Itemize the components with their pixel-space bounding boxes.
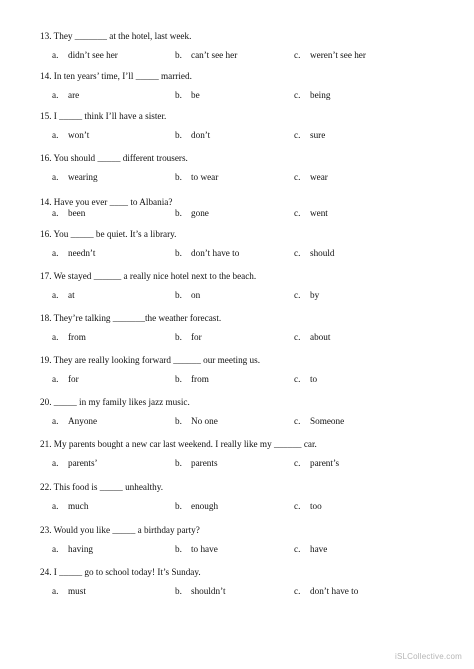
option-letter: c. — [294, 416, 301, 426]
question-item — [40, 270, 440, 302]
option-letter: b. — [175, 208, 182, 218]
options-row — [40, 332, 440, 344]
option-letter: a. — [52, 130, 59, 140]
option-letter: a. — [52, 586, 59, 596]
question-text: 23. Would you like _____ a birthday party? — [40, 525, 200, 535]
option-text: don’t have to — [191, 248, 240, 258]
option-letter: c. — [294, 290, 301, 300]
option-c — [294, 130, 325, 140]
option-a — [52, 248, 95, 258]
options-row — [40, 290, 440, 302]
option-text: Someone — [310, 416, 345, 426]
option-text: are — [68, 90, 80, 100]
option-letter: c. — [294, 208, 301, 218]
question-text: 14. Have you ever ____ to Albania? — [40, 197, 173, 207]
option-text: on — [191, 290, 201, 300]
option-letter: a. — [52, 544, 59, 554]
option-c — [294, 90, 330, 100]
option-letter: a. — [52, 50, 59, 60]
question-text: 19. They are really looking forward ______ our meeting us. — [40, 355, 261, 365]
option-letter: c. — [294, 586, 301, 596]
option-c — [294, 416, 344, 426]
option-letter: b. — [175, 50, 182, 60]
option-b — [175, 458, 218, 468]
option-a — [52, 458, 98, 468]
option-a — [52, 501, 88, 511]
question-item — [40, 524, 440, 556]
question-item — [40, 354, 440, 386]
option-a — [52, 50, 118, 60]
option-letter: b. — [175, 172, 182, 182]
option-letter: a. — [52, 208, 59, 218]
option-b — [175, 50, 237, 60]
option-text: wear — [310, 172, 328, 182]
option-letter: a. — [52, 416, 59, 426]
question-text: 13. They _______ at the hotel, last week. — [40, 31, 192, 41]
option-a — [52, 332, 86, 342]
option-c — [294, 172, 328, 182]
option-letter: b. — [175, 374, 182, 384]
option-text: have — [310, 544, 328, 554]
options-row — [40, 172, 440, 184]
question-item — [40, 196, 440, 220]
option-c — [294, 332, 330, 342]
option-letter: a. — [52, 172, 59, 182]
option-text: from — [68, 332, 86, 342]
option-letter: c. — [294, 374, 301, 384]
option-a — [52, 586, 86, 596]
option-c — [294, 50, 366, 60]
option-b — [175, 586, 226, 596]
options-row — [40, 374, 440, 386]
option-text: went — [310, 208, 328, 218]
option-b — [175, 130, 210, 140]
option-letter: c. — [294, 172, 301, 182]
option-b — [175, 90, 200, 100]
option-a — [52, 544, 93, 554]
option-b — [175, 290, 200, 300]
question-text: 14. In ten years’ time, I’ll _____ married. — [40, 71, 192, 81]
options-row — [40, 130, 440, 142]
option-letter: c. — [294, 332, 301, 342]
options-row — [40, 248, 440, 260]
option-letter: c. — [294, 248, 301, 258]
option-letter: b. — [175, 90, 182, 100]
option-letter: b. — [175, 290, 182, 300]
option-text: being — [310, 90, 331, 100]
option-text: having — [68, 544, 94, 554]
question-text: 21. My parents bought a new car last weekend. I really like my ______ car. — [40, 439, 317, 449]
question-text: 18. They’re talking _______the weather forecast. — [40, 313, 222, 323]
option-text: No one — [191, 416, 218, 426]
option-b — [175, 172, 218, 182]
option-b — [175, 544, 218, 554]
option-text: must — [68, 586, 86, 596]
option-text: can’t see her — [191, 50, 238, 60]
option-text: don’t have to — [310, 586, 359, 596]
option-a — [52, 208, 85, 218]
option-c — [294, 501, 322, 511]
option-text: parents’ — [68, 458, 98, 468]
option-a — [52, 290, 75, 300]
option-letter: c. — [294, 50, 301, 60]
option-text: at — [68, 290, 75, 300]
option-letter: b. — [175, 544, 182, 554]
option-text: be — [191, 90, 200, 100]
option-letter: a. — [52, 332, 59, 342]
question-item — [40, 30, 440, 62]
option-text: to wear — [191, 172, 219, 182]
question-text: 24. I _____ go to school today! It’s Sunday. — [40, 567, 201, 577]
question-item — [40, 228, 440, 260]
option-b — [175, 332, 202, 342]
question-text: 15. I _____ think I’ll have a sister. — [40, 111, 167, 121]
option-letter: b. — [175, 332, 182, 342]
option-text: from — [191, 374, 209, 384]
option-a — [52, 172, 98, 182]
question-text: 16. You should _____ different trousers. — [40, 153, 188, 163]
option-text: won’t — [68, 130, 90, 140]
option-letter: c. — [294, 458, 301, 468]
option-text: about — [310, 332, 331, 342]
option-letter: a. — [52, 90, 59, 100]
option-c — [294, 458, 339, 468]
question-item — [40, 396, 440, 428]
option-letter: a. — [52, 501, 59, 511]
option-text: for — [191, 332, 202, 342]
option-text: should — [310, 248, 335, 258]
options-row — [40, 458, 440, 470]
question-item — [40, 566, 440, 598]
option-text: too — [310, 501, 322, 511]
options-row — [40, 544, 440, 556]
option-text: gone — [191, 208, 209, 218]
option-text: weren’t see her — [310, 50, 366, 60]
option-text: shouldn’t — [191, 586, 226, 596]
option-text: enough — [191, 501, 219, 511]
question-item — [40, 481, 440, 513]
option-a — [52, 374, 79, 384]
option-text: don’t — [191, 130, 211, 140]
option-a — [52, 90, 79, 100]
option-text: parent’s — [310, 458, 340, 468]
options-row — [40, 416, 440, 428]
option-letter: b. — [175, 501, 182, 511]
question-text: 16. You _____ be quiet. It’s a library. — [40, 229, 177, 239]
option-text: to — [310, 374, 318, 384]
options-row — [40, 208, 440, 220]
option-text: by — [310, 290, 320, 300]
options-row — [40, 90, 440, 102]
option-letter: b. — [175, 416, 182, 426]
option-letter: a. — [52, 248, 59, 258]
option-letter: b. — [175, 130, 182, 140]
option-text: wearing — [68, 172, 98, 182]
question-item — [40, 110, 440, 142]
option-a — [52, 130, 89, 140]
option-text: for — [68, 374, 79, 384]
option-text: much — [68, 501, 89, 511]
option-text: didn’t see her — [68, 50, 118, 60]
options-row — [40, 501, 440, 513]
option-c — [294, 290, 319, 300]
option-letter: a. — [52, 458, 59, 468]
option-text: to have — [191, 544, 218, 554]
option-b — [175, 374, 209, 384]
option-letter: b. — [175, 458, 182, 468]
option-c — [294, 248, 335, 258]
option-letter: c. — [294, 130, 301, 140]
options-row — [40, 586, 440, 598]
option-letter: c. — [294, 544, 301, 554]
option-c — [294, 374, 317, 384]
options-row — [40, 50, 440, 62]
question-item — [40, 152, 440, 184]
question-item — [40, 70, 440, 102]
option-letter: c. — [294, 90, 301, 100]
option-a — [52, 416, 97, 426]
question-text: 22. This food is _____ unhealthy. — [40, 482, 164, 492]
option-letter: c. — [294, 501, 301, 511]
option-text: sure — [310, 130, 326, 140]
question-item — [40, 312, 440, 344]
option-letter: b. — [175, 586, 182, 596]
question-item — [40, 438, 440, 470]
option-letter: a. — [52, 290, 59, 300]
question-text: 20. _____ in my family likes jazz music. — [40, 397, 190, 407]
option-b — [175, 501, 218, 511]
option-letter: b. — [175, 248, 182, 258]
option-c — [294, 586, 358, 596]
option-b — [175, 416, 218, 426]
option-c — [294, 544, 327, 554]
option-c — [294, 208, 328, 218]
option-text: been — [68, 208, 86, 218]
option-text: needn’t — [68, 248, 96, 258]
watermark-footer: iSLCollective.com — [395, 652, 462, 661]
question-text: 17. We stayed ______ a really nice hotel next to the beach. — [40, 271, 257, 281]
option-letter: a. — [52, 374, 59, 384]
option-text: parents — [191, 458, 218, 468]
option-b — [175, 248, 239, 258]
option-text: Anyone — [68, 416, 98, 426]
option-b — [175, 208, 209, 218]
